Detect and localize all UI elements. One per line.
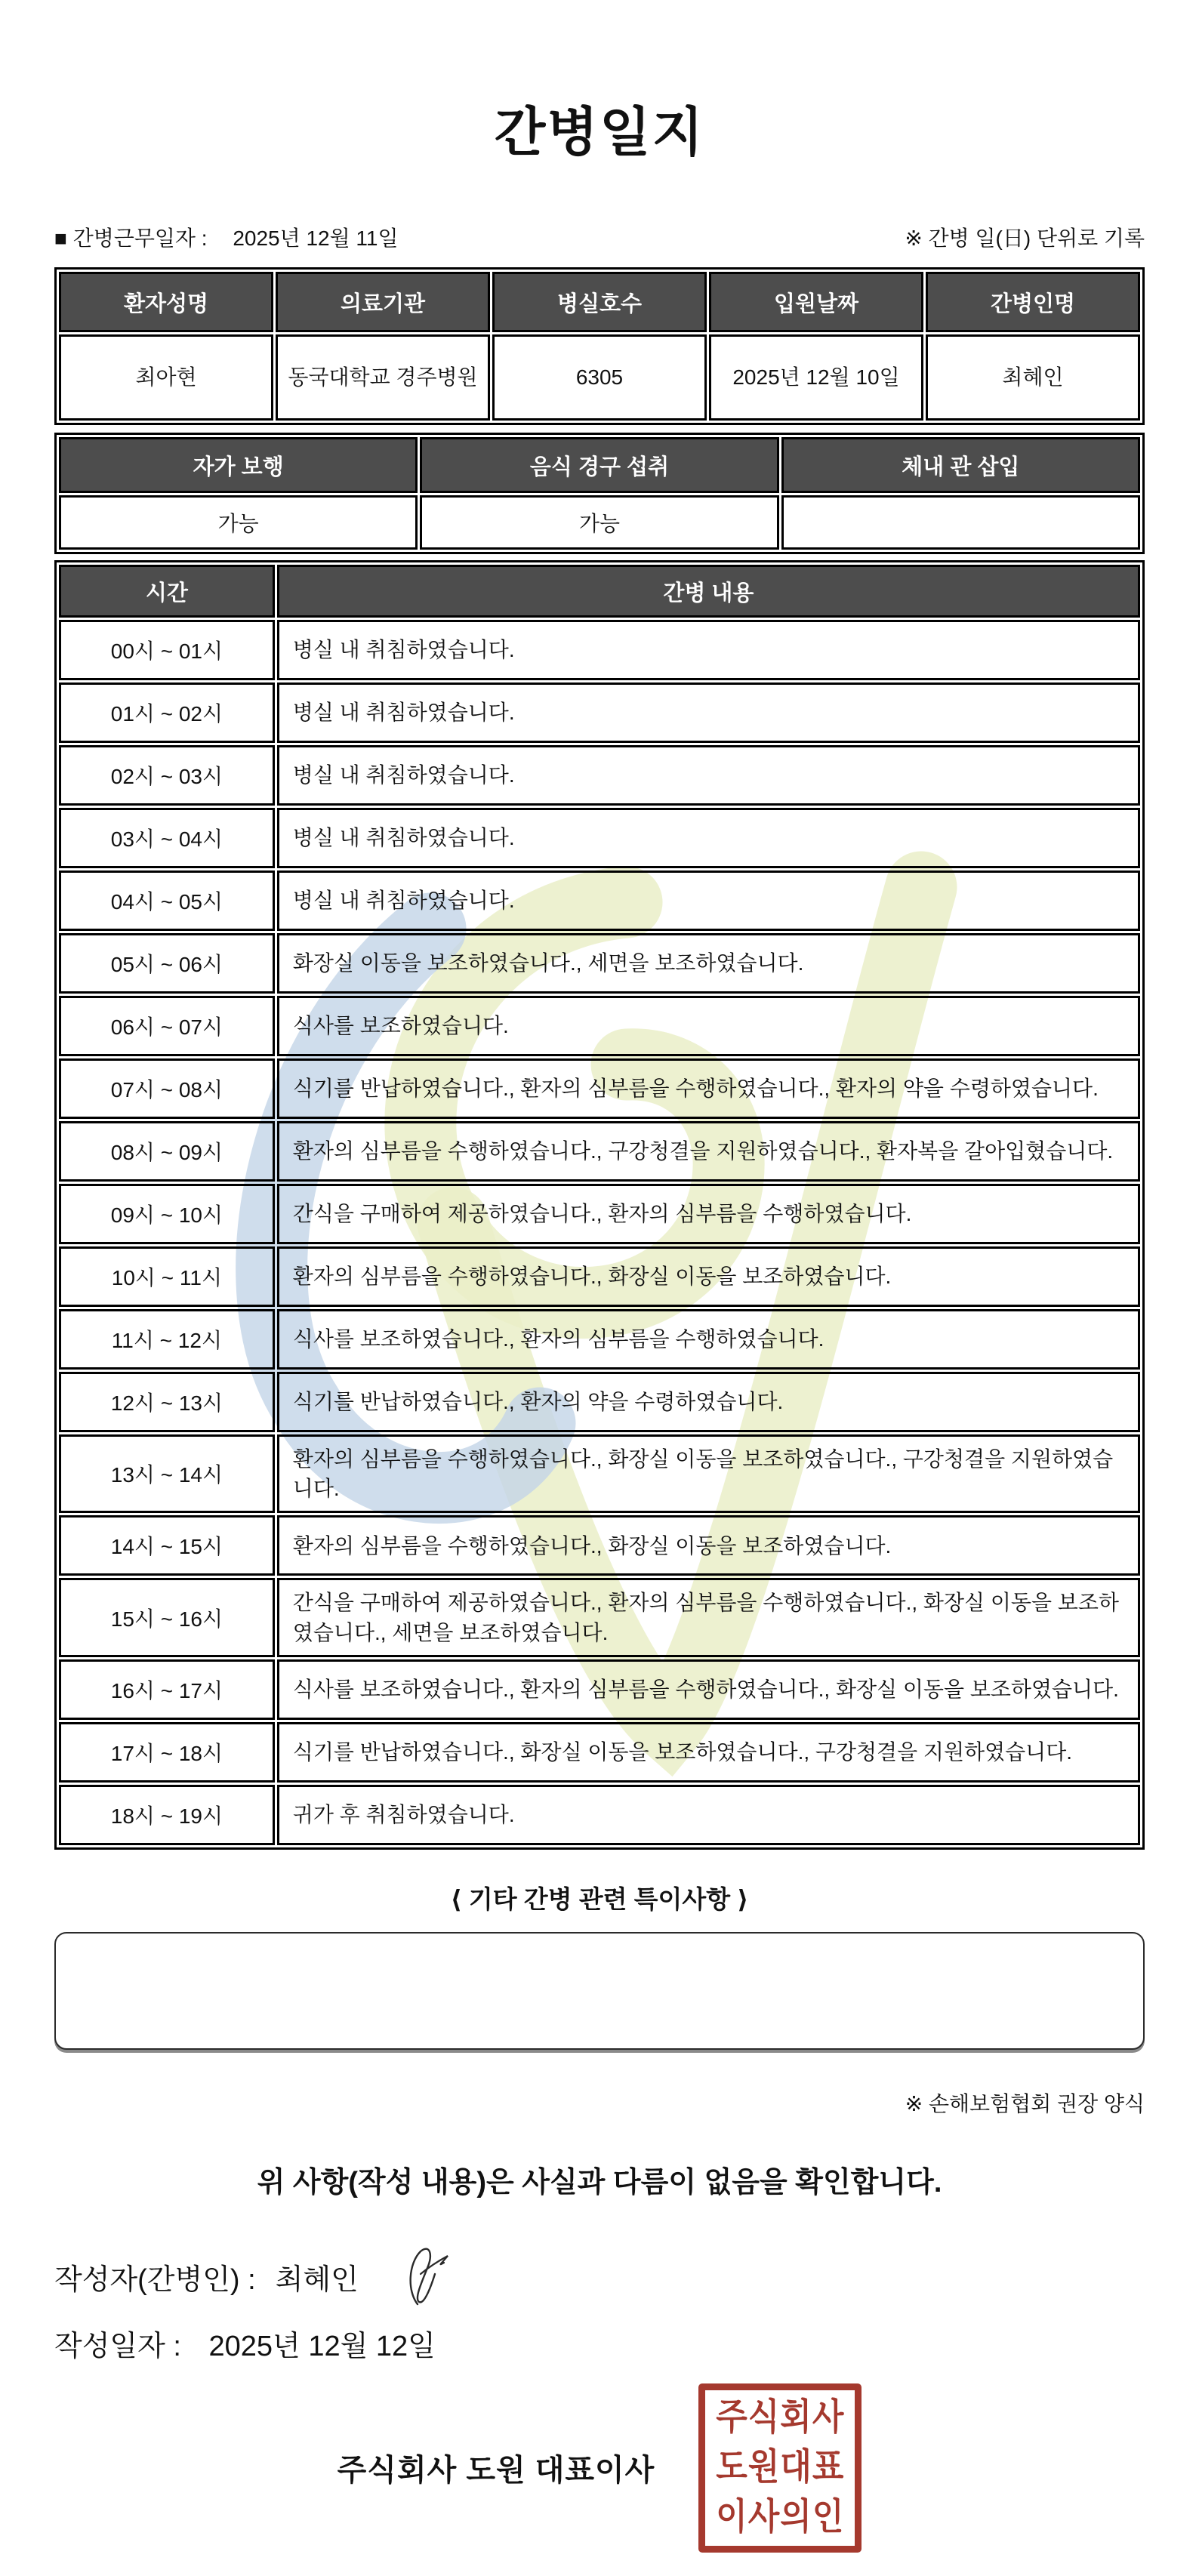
company-seal-row	[54, 2383, 1145, 2553]
care-row-time: 08시 ~ 09시	[59, 1121, 275, 1182]
header-medical-institution: 의료기관	[276, 272, 490, 332]
care-row	[59, 1659, 1140, 1720]
care-row	[59, 1578, 1140, 1656]
patient-info-table	[54, 267, 1145, 425]
header-oral-intake: 음식 경구 섭취	[420, 437, 778, 493]
value-self-walking: 가능	[59, 495, 418, 550]
care-row	[59, 1121, 1140, 1182]
writer-line	[54, 2242, 1145, 2312]
care-row-time: 14시 ~ 15시	[59, 1515, 275, 1576]
care-row-content: 환자의 심부름을 수행하였습니다., 화장실 이동을 보조하였습니다.	[277, 1246, 1140, 1307]
care-row-content: 식기를 반납하였습니다., 환자의 약을 수령하였습니다.	[277, 1372, 1140, 1432]
care-row-time: 10시 ~ 11시	[59, 1246, 275, 1307]
corporate-seal-stamp	[698, 2383, 861, 2553]
care-row-time: 12시 ~ 13시	[59, 1372, 275, 1432]
care-row-content: 병실 내 취침하였습니다.	[277, 620, 1140, 680]
care-row-time: 06시 ~ 07시	[59, 996, 275, 1056]
care-row	[59, 1515, 1140, 1576]
care-row-time: 17시 ~ 18시	[59, 1722, 275, 1783]
value-oral-intake: 가능	[420, 495, 778, 550]
care-header-row	[59, 565, 1140, 618]
care-row-content: 병실 내 취침하였습니다.	[277, 745, 1140, 806]
care-row	[59, 620, 1140, 680]
care-row-content: 병실 내 취침하였습니다.	[277, 808, 1140, 868]
value-caregiver-name: 최혜인	[926, 334, 1140, 421]
care-row	[59, 1434, 1140, 1513]
care-row	[59, 996, 1140, 1056]
care-row-content: 화장실 이동을 보조하였습니다., 세면을 보조하였습니다.	[277, 933, 1140, 994]
care-row-content: 식사를 보조하였습니다., 환자의 심부름을 수행하였습니다.	[277, 1309, 1140, 1370]
care-row	[59, 870, 1140, 931]
care-row-time: 07시 ~ 08시	[59, 1058, 275, 1119]
special-notes-title: ⟨ 기타 간병 관련 특이사항 ⟩	[450, 1884, 749, 1913]
care-row	[59, 1184, 1140, 1244]
care-row-content: 귀가 후 취침하였습니다.	[277, 1785, 1140, 1845]
company-name: 주식회사 도원 대표이사	[337, 2454, 655, 2488]
unit-note: ※ 간병 일(日) 단위로 기록	[905, 226, 1145, 250]
care-row	[59, 933, 1140, 994]
value-admission-date: 2025년 12월 10일	[709, 334, 923, 421]
header-tube-insertion: 체내 관 삽입	[781, 437, 1140, 493]
header-caregiver-name: 간병인명	[926, 272, 1140, 332]
patient-header-row	[59, 272, 1140, 332]
care-row-time: 05시 ~ 06시	[59, 933, 275, 994]
writer-name: 최혜인	[275, 2264, 359, 2297]
care-row-content: 간식을 구매하여 제공하였습니다., 환자의 심부름을 수행하였습니다., 화장실 이동을 보조하였습니다., 세면을 보조하였습니다.	[277, 1578, 1140, 1656]
header-self-walking: 자가 보행	[59, 437, 418, 493]
care-row-time: 15시 ~ 16시	[59, 1578, 275, 1656]
care-row-time: 04시 ~ 05시	[59, 870, 275, 931]
care-row-content: 식기를 반납하였습니다., 환자의 심부름을 수행하였습니다., 환자의 약을 수령하였습니다.	[277, 1058, 1140, 1119]
care-row-content: 환자의 심부름을 수행하였습니다., 구강청결을 지원하였습니다., 환자복을 갈아입혔습니다.	[277, 1121, 1140, 1182]
status-header-row	[59, 437, 1140, 493]
care-row-time: 00시 ~ 01시	[59, 620, 275, 680]
care-row-content: 간식을 구매하여 제공하였습니다., 환자의 심부름을 수행하였습니다.	[277, 1184, 1140, 1244]
recommended-form-note: ※ 손해보험협회 권장 양식	[905, 2091, 1145, 2115]
care-row-time: 03시 ~ 04시	[59, 808, 275, 868]
header-time: 시간	[59, 565, 275, 618]
care-row-content: 환자의 심부름을 수행하였습니다., 화장실 이동을 보조하였습니다.	[277, 1515, 1140, 1576]
care-row	[59, 745, 1140, 806]
value-patient-name: 최아현	[59, 334, 273, 421]
patient-value-row	[59, 334, 1140, 421]
care-row	[59, 1246, 1140, 1307]
care-row-time: 02시 ~ 03시	[59, 745, 275, 806]
care-row-time: 01시 ~ 02시	[59, 683, 275, 743]
care-row-time: 18시 ~ 19시	[59, 1785, 275, 1845]
care-row	[59, 1309, 1140, 1370]
care-row	[59, 1372, 1140, 1432]
stamp-text-row: 이사의인	[716, 2497, 845, 2537]
care-row-content: 식사를 보조하였습니다.	[277, 996, 1140, 1056]
care-row-time: 16시 ~ 17시	[59, 1659, 275, 1720]
written-date-line	[54, 2322, 1145, 2364]
care-row-content: 병실 내 취침하였습니다.	[277, 870, 1140, 931]
document-content	[0, 103, 1199, 2553]
header-room-number: 병실호수	[492, 272, 707, 332]
value-tube-insertion	[781, 495, 1140, 550]
writer-label: 작성자(간병인) :	[54, 2264, 256, 2297]
stamp-text-row: 도원대표	[716, 2447, 845, 2488]
special-notes-box	[54, 1932, 1145, 2050]
care-row	[59, 1058, 1140, 1119]
meta-row	[54, 222, 1145, 252]
status-value-row	[59, 495, 1140, 550]
work-date-value: 2025년 12월 11일	[233, 226, 399, 250]
value-medical-institution: 동국대학교 경주병원	[276, 334, 490, 421]
care-row-content: 병실 내 취침하였습니다.	[277, 683, 1140, 743]
care-log-table	[54, 560, 1145, 1850]
stamp-text-row: 주식회사	[716, 2397, 845, 2438]
care-row	[59, 1722, 1140, 1783]
care-rows-body	[59, 620, 1140, 1845]
header-care-content: 간병 내용	[277, 565, 1140, 618]
work-date-line	[54, 222, 399, 252]
patient-status-table	[54, 433, 1145, 554]
care-row-content: 식기를 반납하였습니다., 화장실 이동을 보조하였습니다., 구강청결을 지원하였습니다.	[277, 1722, 1140, 1783]
page-title: 간병일지	[494, 103, 705, 162]
care-row-time: 09시 ~ 10시	[59, 1184, 275, 1244]
value-room-number: 6305	[492, 334, 707, 421]
care-row	[59, 808, 1140, 868]
work-date-label: ■ 간병근무일자 :	[54, 226, 208, 250]
care-row-content: 식사를 보조하였습니다., 환자의 심부름을 수행하였습니다., 화장실 이동을 보조하였습니다.	[277, 1659, 1140, 1720]
header-patient-name: 환자성명	[59, 272, 273, 332]
header-admission-date: 입원날짜	[709, 272, 923, 332]
written-date-label: 작성일자 :	[54, 2330, 181, 2362]
care-row	[59, 1785, 1140, 1845]
confirmation-statement: 위 사항(작성 내용)은 사실과 다름이 없음을 확인합니다.	[257, 2166, 942, 2199]
care-row-time: 13시 ~ 14시	[59, 1434, 275, 1513]
written-date-value: 2025년 12월 12일	[208, 2330, 436, 2362]
care-row-content: 환자의 심부름을 수행하였습니다., 화장실 이동을 보조하였습니다., 구강청결을 지원하였습니다.	[277, 1434, 1140, 1513]
care-row	[59, 683, 1140, 743]
handwritten-signature	[392, 2242, 461, 2312]
care-row-time: 11시 ~ 12시	[59, 1309, 275, 1370]
